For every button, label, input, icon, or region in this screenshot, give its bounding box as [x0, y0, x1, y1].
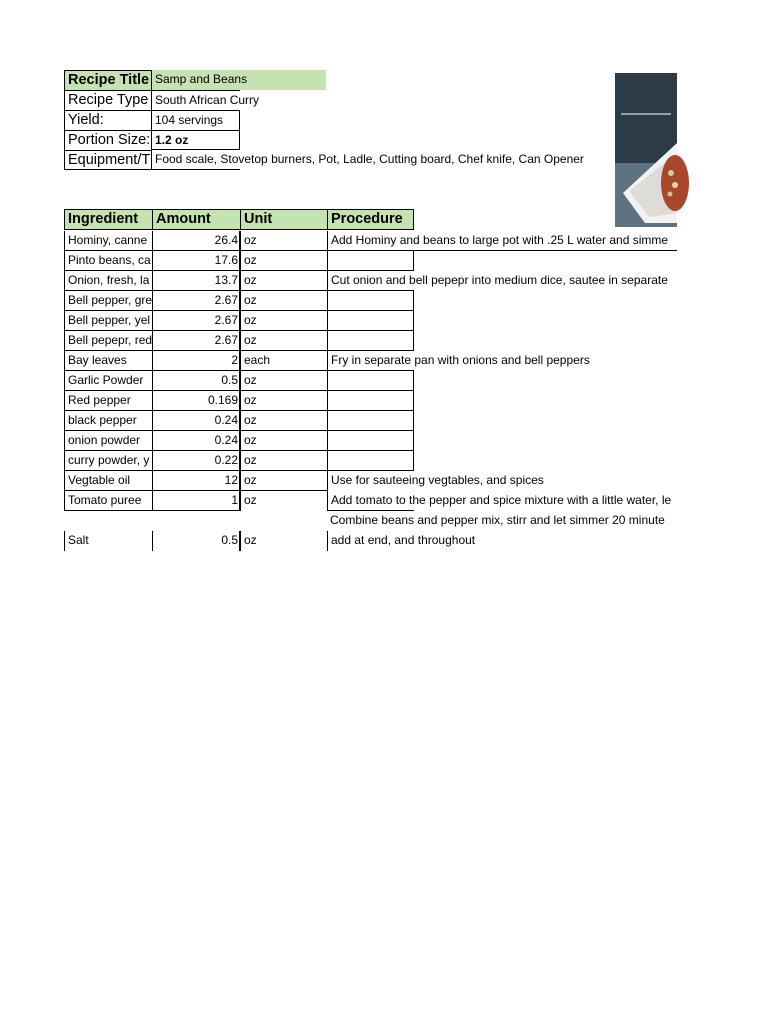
amount-cell[interactable]: 0.22 [152, 451, 240, 471]
column-header-amount: Amount [152, 209, 240, 230]
amount-cell[interactable]: 2.67 [152, 311, 240, 331]
procedure-cell[interactable]: Cut onion and bell pepepr into medium dice, sautee in separate [327, 271, 677, 291]
equipment-label: Equipment/T [64, 150, 152, 170]
unit-cell[interactable]: oz [239, 531, 327, 551]
unit-cell[interactable]: oz [239, 311, 327, 331]
procedure-cell[interactable] [327, 331, 414, 351]
unit-cell[interactable]: oz [239, 471, 327, 491]
ingredient-cell[interactable]: Red pepper [64, 391, 152, 411]
procedure-cell[interactable]: Use for sauteeing vegtables, and spices [327, 471, 677, 491]
unit-cell[interactable]: oz [239, 411, 327, 431]
amount-cell[interactable]: 13.7 [152, 271, 240, 291]
ingredient-cell[interactable]: Bell pepper, gre [64, 291, 152, 311]
procedure-cell[interactable] [327, 431, 414, 451]
amount-cell[interactable]: 2 [152, 351, 240, 371]
ingredient-cell[interactable]: Pinto beans, ca [64, 251, 152, 271]
recipe-type-value[interactable]: South African Curry [152, 90, 240, 110]
ingredient-cell[interactable]: Bell pepper, yel [64, 311, 152, 331]
ingredient-cell[interactable]: Bell pepepr, red [64, 331, 152, 351]
amount-cell[interactable]: 2.67 [152, 291, 240, 311]
ingredient-cell[interactable]: Tomato puree [64, 491, 152, 511]
ingredient-cell[interactable]: Onion, fresh, la [64, 271, 152, 291]
equipment-value[interactable]: Food scale, Stovetop burners, Pot, Ladle, Cutting board, Chef knife, Can Opener [155, 152, 584, 166]
procedure-cell[interactable] [327, 451, 414, 471]
amount-cell[interactable]: 0.24 [152, 431, 240, 451]
procedure-cell[interactable]: Add Hominy and beans to large pot with .25 L water and simme [327, 231, 677, 251]
column-header-procedure: Procedure [327, 209, 414, 230]
procedure-cell[interactable]: add at end, and throughout [327, 531, 677, 551]
procedure-cell[interactable]: Combine beans and pepper mix, stirr and let simmer 20 minute [330, 513, 665, 527]
unit-cell[interactable]: oz [239, 271, 327, 291]
unit-cell[interactable]: oz [239, 371, 327, 391]
amount-cell[interactable]: 17.6 [152, 251, 240, 271]
procedure-cell[interactable] [327, 370, 414, 391]
portion-size-label: Portion Size: [64, 130, 152, 150]
amount-cell[interactable]: 26.4 [152, 231, 240, 251]
ingredient-cell[interactable]: Vegtable oil [64, 471, 152, 491]
procedure-cell[interactable] [327, 311, 414, 331]
procedure-cell[interactable]: Add tomato to the pepper and spice mixture with a little water, le [327, 491, 677, 511]
ingredient-cell[interactable]: onion powder [64, 431, 152, 451]
unit-cell[interactable]: oz [239, 491, 327, 511]
ingredient-cell[interactable]: curry powder, y [64, 451, 152, 471]
ingredient-cell[interactable]: black pepper [64, 411, 152, 431]
recipe-photo [615, 73, 677, 227]
amount-cell[interactable]: 0.5 [152, 531, 240, 551]
recipe-type-label: Recipe Type [64, 90, 152, 110]
unit-cell[interactable]: oz [239, 451, 327, 471]
amount-cell[interactable]: 0.5 [152, 371, 240, 391]
amount-cell[interactable]: 1 [152, 491, 240, 511]
unit-cell[interactable]: oz [239, 431, 327, 451]
ingredient-cell[interactable]: Bay leaves [64, 351, 152, 371]
procedure-cell[interactable]: Fry in separate pan with onions and bell peppers [327, 351, 677, 371]
ingredient-cell[interactable]: Hominy, canne [64, 231, 152, 251]
unit-cell[interactable]: oz [239, 251, 327, 271]
unit-cell[interactable]: each [239, 351, 327, 371]
unit-cell[interactable]: oz [239, 291, 327, 311]
ingredient-cell[interactable]: Garlic Powder [64, 371, 152, 391]
amount-cell[interactable]: 0.24 [152, 411, 240, 431]
amount-cell[interactable]: 0.169 [152, 391, 240, 411]
yield-value[interactable]: 104 servings [152, 110, 240, 130]
dish-photo-graphic [615, 73, 677, 227]
procedure-cell[interactable] [327, 251, 414, 271]
procedure-cell[interactable] [327, 411, 414, 431]
column-header-ingredient: Ingredient [64, 209, 152, 230]
amount-cell[interactable]: 2.67 [152, 331, 240, 351]
portion-size-value[interactable]: 1.2 oz [152, 130, 240, 150]
unit-cell[interactable]: oz [239, 391, 327, 411]
procedure-cell[interactable] [327, 290, 414, 311]
yield-label: Yield: [64, 110, 152, 130]
ingredient-cell[interactable]: Salt [64, 531, 152, 551]
equipment-underline [152, 169, 240, 170]
amount-cell[interactable]: 12 [152, 471, 240, 491]
recipe-title-value[interactable]: Samp and Beans [152, 70, 326, 90]
unit-cell[interactable]: oz [239, 331, 327, 351]
recipe-title-label: Recipe Title [64, 70, 152, 90]
column-header-unit: Unit [240, 209, 327, 230]
procedure-cell[interactable] [327, 391, 414, 411]
unit-cell[interactable]: oz [239, 231, 327, 251]
